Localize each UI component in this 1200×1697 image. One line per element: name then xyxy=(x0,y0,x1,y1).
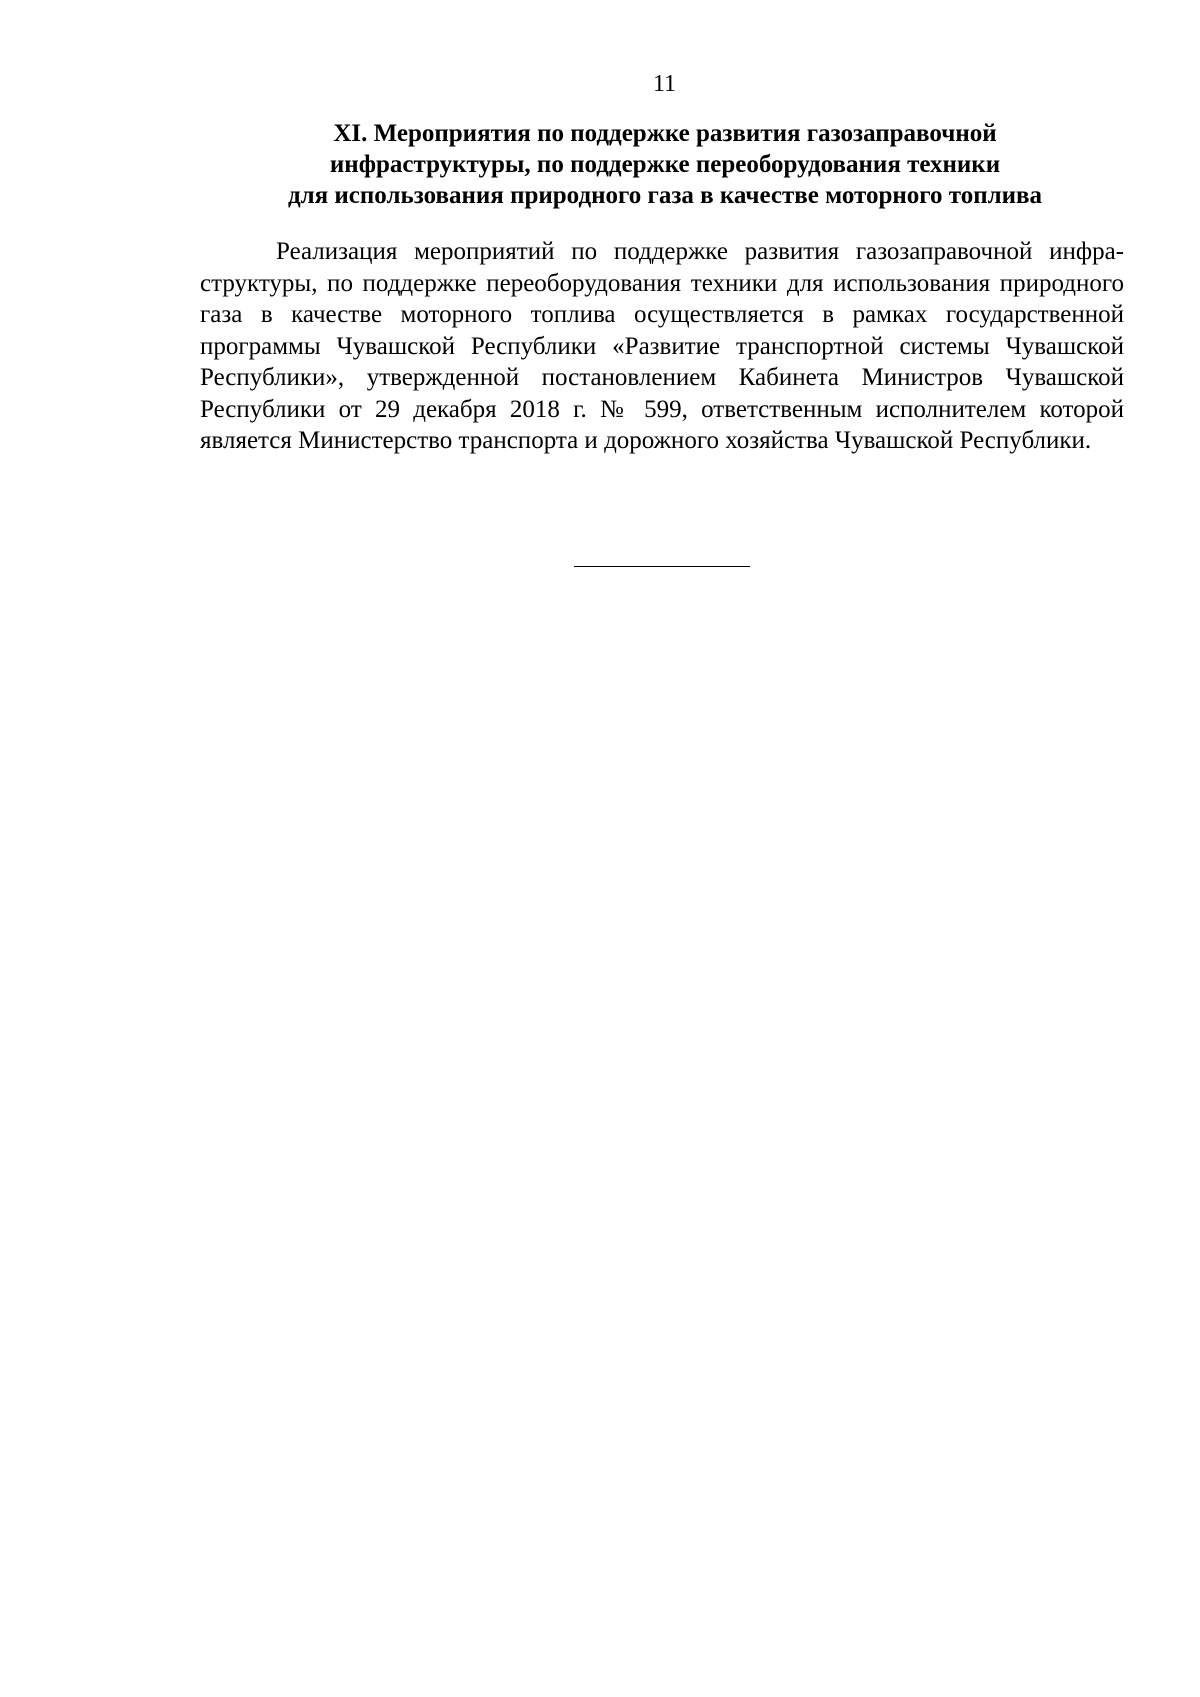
closing-divider xyxy=(574,566,750,567)
section-heading xyxy=(200,118,1130,211)
section-heading-line-2: инфраструктуры, по поддержке переоборудования техники xyxy=(329,151,1001,178)
section-paragraph: Реализация мероприятий по поддержке развития газозаправочной инфраструктуры, по поддержке переоборудования техники для использования природного газа в качестве моторного топлива осуществляется в рамках государственной программы Чувашской Республики «Развитие транспортной системы Чувашской Республики», утвержденной постановлением Кабинета Министров Чувашской Республики от 29 декабря 2018 г. № 599, ответственным исполнителем которой является Министерство транспорта и дорожного хозяйства Чувашской Республики. xyxy=(200,238,1124,454)
section-heading-line-1: XI. Мероприятия по поддержке развития газозаправочной xyxy=(333,120,997,147)
page-number: 11 xyxy=(652,71,677,97)
section-heading-line-3: для использования природного газа в качестве моторного топлива xyxy=(287,182,1043,209)
